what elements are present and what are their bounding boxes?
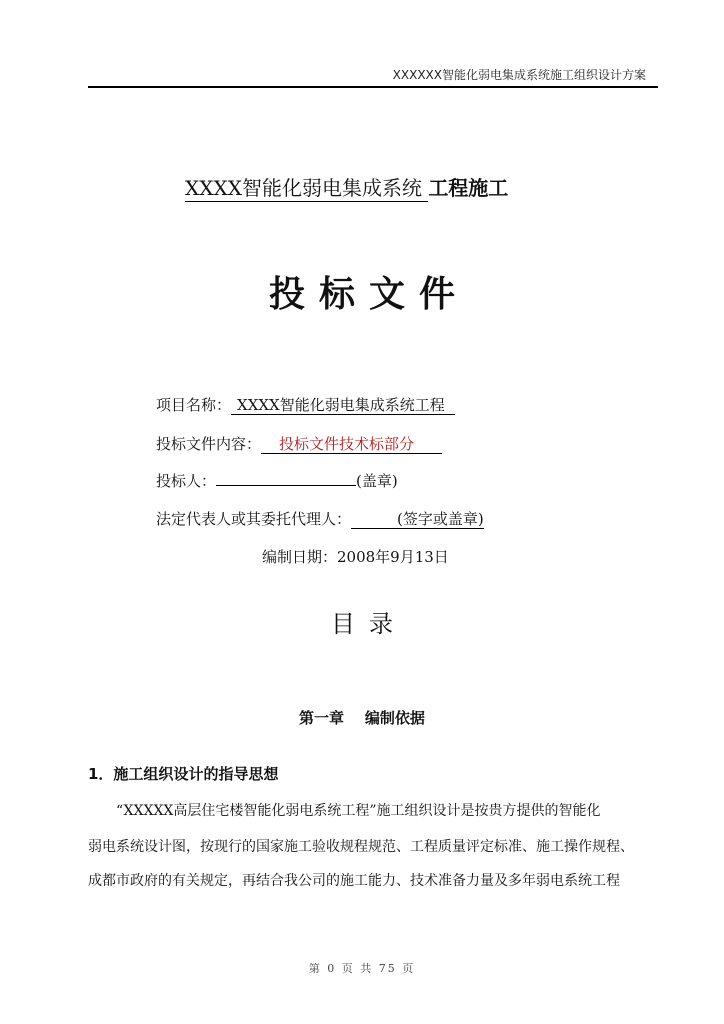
- legal-rep-seal-note: (签字或盖章): [397, 510, 484, 528]
- paragraph-line: 弱电系统设计图，按现行的国家施工验收规程规范、工程质量评定标准、施工操作规程、: [88, 839, 634, 855]
- field-project-name: [156, 394, 455, 415]
- project-title: [185, 172, 508, 201]
- field-bidder: [156, 470, 398, 491]
- project-name-label: 项目名称：: [156, 396, 232, 414]
- paragraph-line: “XXXXX高层住宅楼智能化弱电系统工程”施工组织设计是按贵方提供的智能化: [116, 803, 601, 819]
- project-title-bold: 工程施工: [428, 176, 509, 200]
- document-title: 投标文件: [268, 274, 469, 315]
- bidder-signature-line: [216, 485, 356, 486]
- legal-rep-signature-line: [351, 510, 484, 529]
- project-name-value: XXXX智能化弱电集成系统工程: [231, 396, 455, 415]
- section-heading: 1．施工组织设计的指导思想: [88, 765, 279, 783]
- paragraph-line: 成都市政府的有关规定，再结合我公司的施工能力、技术准备力量及多年弱电系统工程: [88, 873, 620, 889]
- project-title-underlined: XXXX智能化弱电集成系统: [185, 176, 429, 200]
- bidder-seal-note: (盖章): [356, 472, 398, 490]
- compile-date: 编制日期：2008年9月13日: [262, 548, 449, 566]
- chapter-title: 第一章 编制依据: [299, 709, 425, 727]
- bid-content-value: 投标文件技术标部分: [261, 435, 442, 454]
- running-header: XXXXXX智能化弱电集成系统施工组织设计方案: [392, 68, 646, 82]
- bid-content-label: 投标文件内容：: [156, 435, 262, 453]
- page-footer: 第 0 页 共 75 页: [308, 962, 416, 975]
- legal-rep-label: 法定代表人或其委托代理人：: [156, 510, 352, 528]
- field-bid-content: [156, 433, 442, 454]
- bidder-label: 投标人：: [156, 472, 217, 490]
- field-legal-rep: [156, 508, 484, 529]
- header-rule: [88, 86, 658, 88]
- toc-title: 目录: [331, 610, 407, 638]
